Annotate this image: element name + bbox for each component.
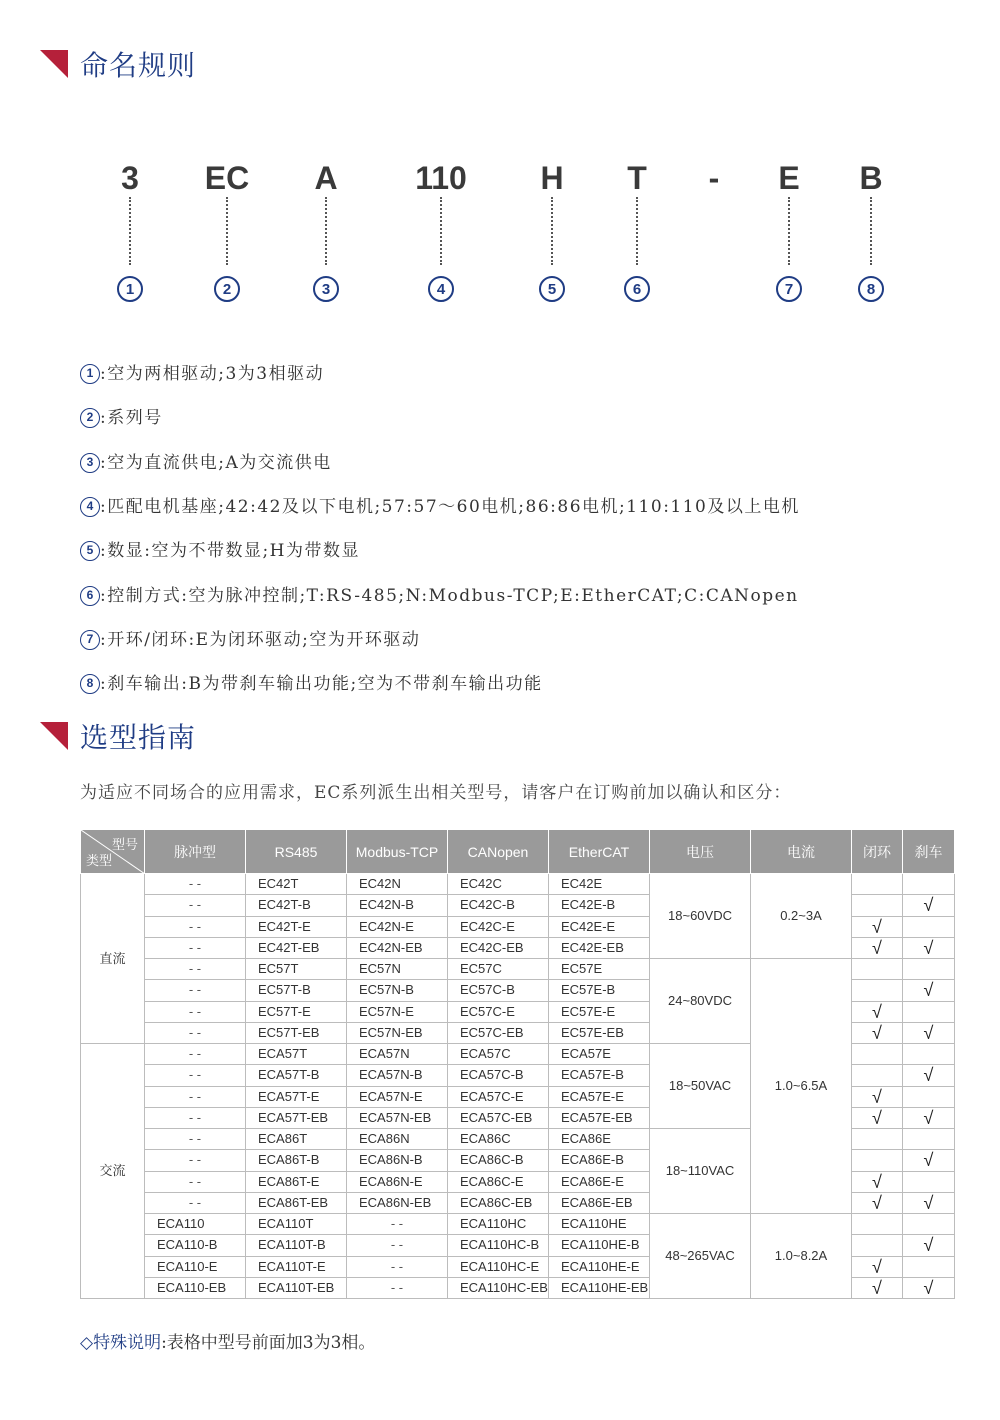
rule-number: 8 xyxy=(80,674,100,694)
cell-rs485: ECA57T-EB xyxy=(246,1107,347,1128)
cell-pulse: - - xyxy=(145,1129,246,1150)
cell-canopen: EC57C-E xyxy=(448,1001,549,1022)
cell-modbus: EC42N-E xyxy=(347,916,448,937)
rule-text: :空为两相驱动;3为3相驱动 xyxy=(100,364,325,384)
cell-modbus: EC42N xyxy=(347,874,448,895)
cell-ethercat: EC57E xyxy=(549,959,650,980)
table-row xyxy=(81,874,955,895)
cell-rs485: ECA110T xyxy=(246,1214,347,1235)
cell-ethercat: EC42E-EB xyxy=(549,937,650,958)
selection-table xyxy=(80,829,955,1299)
cell-modbus: EC57N-EB xyxy=(347,1022,448,1043)
cell-ethercat: EC42E-B xyxy=(549,895,650,916)
rule-text: :匹配电机基座;42:42及以下电机;57:57～60电机;86:86电机;110:110及以上电机 xyxy=(100,497,800,517)
check-closed-loop-icon: √ xyxy=(852,1277,903,1298)
rule-number: 7 xyxy=(80,630,100,650)
cell-modbus: - - xyxy=(347,1277,448,1298)
rule-text: :刹车输出:B为带刹车输出功能;空为不带刹车输出功能 xyxy=(100,674,543,694)
cell-ethercat: ECA57E-B xyxy=(549,1065,650,1086)
cell-current: 1.0~8.2A xyxy=(751,1214,852,1299)
cell-modbus: - - xyxy=(347,1256,448,1277)
cell-voltage: 18~50VAC xyxy=(650,1044,751,1129)
cell-canopen: ECA86C-B xyxy=(448,1150,549,1171)
cell-pulse: - - xyxy=(145,1107,246,1128)
type-dc: 直流 xyxy=(81,874,145,1044)
code-part-1: 3 xyxy=(121,160,139,196)
cell-pulse: - - xyxy=(145,1086,246,1107)
cell-ethercat: EC57E-B xyxy=(549,980,650,1001)
cell-canopen: EC42C-B xyxy=(448,895,549,916)
code-part-6: T xyxy=(627,160,647,196)
cell-brake xyxy=(903,874,955,895)
cell-modbus: - - xyxy=(347,1235,448,1256)
type-ac: 交流 xyxy=(81,1044,145,1299)
col-pulse: 脉冲型 xyxy=(145,830,246,874)
col-closed-loop: 闭环 xyxy=(852,830,903,874)
cell-brake xyxy=(903,1044,955,1065)
marker-3: 3 xyxy=(313,276,339,302)
marker-1: 1 xyxy=(117,276,143,302)
rule-number: 3 xyxy=(80,453,100,473)
code-part-3: A xyxy=(314,160,338,196)
check-brake-icon: √ xyxy=(903,937,955,958)
cell-rs485: ECA86T-B xyxy=(246,1150,347,1171)
dotted-connector xyxy=(636,197,638,265)
cell-ethercat: ECA86E-B xyxy=(549,1150,650,1171)
rule-number: 4 xyxy=(80,497,100,517)
col-brake: 刹车 xyxy=(903,830,955,874)
cell-pulse: - - xyxy=(145,874,246,895)
rule-text: :空为直流供电;A为交流供电 xyxy=(100,453,332,473)
cell-brake xyxy=(903,1256,955,1277)
cell-pulse: - - xyxy=(145,1044,246,1065)
corner-header xyxy=(81,830,145,874)
cell-ethercat: EC57E-EB xyxy=(549,1022,650,1043)
cell-voltage: 24~80VDC xyxy=(650,959,751,1044)
note-label: ◇特殊说明 xyxy=(80,1333,162,1353)
cell-pulse: - - xyxy=(145,1192,246,1213)
rule-8 xyxy=(80,669,543,694)
code-part-8: B xyxy=(859,160,883,196)
check-brake-icon: √ xyxy=(903,1235,955,1256)
check-closed-loop-icon: √ xyxy=(852,1086,903,1107)
check-brake-icon: √ xyxy=(903,1065,955,1086)
cell-closed-loop xyxy=(852,980,903,1001)
cell-modbus: ECA57N-E xyxy=(347,1086,448,1107)
cell-canopen: ECA57C-EB xyxy=(448,1107,549,1128)
cell-pulse: - - xyxy=(145,1171,246,1192)
cell-rs485: EC57T xyxy=(246,959,347,980)
cell-modbus: ECA86N xyxy=(347,1129,448,1150)
cell-ethercat: ECA57E-E xyxy=(549,1086,650,1107)
cell-modbus: EC42N-B xyxy=(347,895,448,916)
cell-rs485: ECA57T-B xyxy=(246,1065,347,1086)
special-note xyxy=(80,1328,375,1353)
col-rs485: RS485 xyxy=(246,830,347,874)
check-brake-icon: √ xyxy=(903,895,955,916)
cell-canopen: EC57C-B xyxy=(448,980,549,1001)
code-part-4: 110 xyxy=(415,160,467,196)
cell-pulse: - - xyxy=(145,916,246,937)
code-part-dash: - xyxy=(708,160,720,196)
cell-brake xyxy=(903,1086,955,1107)
cell-rs485: ECA110T-EB xyxy=(246,1277,347,1298)
cell-voltage: 18~110VAC xyxy=(650,1129,751,1214)
dotted-connector xyxy=(440,197,442,265)
check-closed-loop-icon: √ xyxy=(852,1022,903,1043)
dotted-connector xyxy=(870,197,872,265)
col-canopen: CANopen xyxy=(448,830,549,874)
rule-5 xyxy=(80,536,360,561)
triangle-mark-icon xyxy=(40,50,68,78)
section-selection-header xyxy=(40,716,196,756)
col-voltage: 电压 xyxy=(650,830,751,874)
check-brake-icon: √ xyxy=(903,1150,955,1171)
cell-rs485: ECA57T-E xyxy=(246,1086,347,1107)
corner-bottom-label: 类型 xyxy=(86,853,113,868)
cell-ethercat: ECA110HE-E xyxy=(549,1256,650,1277)
cell-pulse: ECA110-E xyxy=(145,1256,246,1277)
cell-canopen: ECA86C-EB xyxy=(448,1192,549,1213)
cell-pulse: ECA110-EB xyxy=(145,1277,246,1298)
cell-ethercat: ECA57E xyxy=(549,1044,650,1065)
cell-pulse: - - xyxy=(145,937,246,958)
cell-modbus: EC57N-E xyxy=(347,1001,448,1022)
cell-pulse: - - xyxy=(145,980,246,1001)
cell-canopen: ECA110HC-E xyxy=(448,1256,549,1277)
dotted-connector xyxy=(551,197,553,265)
check-closed-loop-icon: √ xyxy=(852,1192,903,1213)
intro-text: 为适应不同场合的应用需求，EC系列派生出相关型号，请客户在订购前加以确认和区分： xyxy=(80,783,792,803)
marker-2: 2 xyxy=(214,276,240,302)
section-naming-header xyxy=(40,44,196,84)
cell-modbus: EC42N-EB xyxy=(347,937,448,958)
table-row xyxy=(81,959,955,980)
corner-top-label: 型号 xyxy=(111,837,138,852)
cell-canopen: ECA57C-E xyxy=(448,1086,549,1107)
cell-modbus: ECA57N-B xyxy=(347,1065,448,1086)
check-closed-loop-icon: √ xyxy=(852,937,903,958)
cell-rs485: EC42T xyxy=(246,874,347,895)
cell-rs485: ECA110T-E xyxy=(246,1256,347,1277)
cell-ethercat: ECA110HE xyxy=(549,1214,650,1235)
cell-modbus: EC57N-B xyxy=(347,980,448,1001)
dotted-connector xyxy=(129,197,131,265)
cell-closed-loop xyxy=(852,1214,903,1235)
rule-1 xyxy=(80,359,324,384)
cell-rs485: ECA86T-EB xyxy=(246,1192,347,1213)
rule-3 xyxy=(80,448,332,473)
cell-rs485: ECA86T-E xyxy=(246,1171,347,1192)
cell-rs485: EC42T-B xyxy=(246,895,347,916)
cell-pulse: ECA110-B xyxy=(145,1235,246,1256)
rule-4 xyxy=(80,492,800,517)
cell-rs485: EC57T-EB xyxy=(246,1022,347,1043)
check-brake-icon: √ xyxy=(903,1107,955,1128)
cell-canopen: ECA86C xyxy=(448,1129,549,1150)
cell-modbus: ECA86N-E xyxy=(347,1171,448,1192)
check-brake-icon: √ xyxy=(903,1022,955,1043)
table-row xyxy=(81,1214,955,1235)
check-closed-loop-icon: √ xyxy=(852,1001,903,1022)
cell-brake xyxy=(903,1129,955,1150)
cell-closed-loop xyxy=(852,1065,903,1086)
rule-2 xyxy=(80,403,163,428)
rule-number: 2 xyxy=(80,408,100,428)
cell-ethercat: ECA86E-E xyxy=(549,1171,650,1192)
cell-rs485: EC42T-EB xyxy=(246,937,347,958)
dotted-connector xyxy=(226,197,228,265)
cell-modbus: ECA57N xyxy=(347,1044,448,1065)
cell-brake xyxy=(903,1001,955,1022)
cell-ethercat: EC42E xyxy=(549,874,650,895)
col-modbus: Modbus-TCP xyxy=(347,830,448,874)
dotted-connector xyxy=(788,197,790,265)
cell-current: 1.0~6.5A xyxy=(751,959,852,1214)
cell-ethercat: EC57E-E xyxy=(549,1001,650,1022)
cell-canopen: ECA110HC-B xyxy=(448,1235,549,1256)
cell-voltage: 48~265VAC xyxy=(650,1214,751,1299)
cell-rs485: EC42T-E xyxy=(246,916,347,937)
cell-closed-loop xyxy=(852,874,903,895)
cell-current: 0.2~3A xyxy=(751,874,852,959)
cell-brake xyxy=(903,1171,955,1192)
cell-brake xyxy=(903,959,955,980)
cell-modbus: EC57N xyxy=(347,959,448,980)
cell-ethercat: ECA86E xyxy=(549,1129,650,1150)
cell-closed-loop xyxy=(852,1129,903,1150)
col-current: 电流 xyxy=(751,830,852,874)
rule-6 xyxy=(80,581,799,606)
cell-rs485: EC57T-E xyxy=(246,1001,347,1022)
cell-closed-loop xyxy=(852,895,903,916)
cell-closed-loop xyxy=(852,1235,903,1256)
cell-canopen: ECA57C-B xyxy=(448,1065,549,1086)
marker-4: 4 xyxy=(428,276,454,302)
cell-closed-loop xyxy=(852,1150,903,1171)
check-closed-loop-icon: √ xyxy=(852,1107,903,1128)
cell-modbus: - - xyxy=(347,1214,448,1235)
rule-7 xyxy=(80,625,420,650)
cell-pulse: - - xyxy=(145,1150,246,1171)
cell-ethercat: ECA57E-EB xyxy=(549,1107,650,1128)
cell-rs485: ECA57T xyxy=(246,1044,347,1065)
code-part-2: EC xyxy=(204,160,250,196)
cell-rs485: ECA110T-B xyxy=(246,1235,347,1256)
rule-text: :系列号 xyxy=(100,408,163,428)
cell-ethercat: ECA86E-EB xyxy=(549,1192,650,1213)
cell-modbus: ECA86N-B xyxy=(347,1150,448,1171)
cell-brake xyxy=(903,1214,955,1235)
cell-canopen: EC57C xyxy=(448,959,549,980)
cell-canopen: ECA57C xyxy=(448,1044,549,1065)
cell-modbus: ECA57N-EB xyxy=(347,1107,448,1128)
marker-5: 5 xyxy=(539,276,565,302)
cell-canopen: ECA110HC-EB xyxy=(448,1277,549,1298)
note-text: :表格中型号前面加3为3相。 xyxy=(161,1333,376,1353)
table-header-row xyxy=(81,830,955,874)
cell-canopen: EC42C-E xyxy=(448,916,549,937)
rule-number: 6 xyxy=(80,586,100,606)
cell-pulse: - - xyxy=(145,1065,246,1086)
cell-canopen: ECA86C-E xyxy=(448,1171,549,1192)
cell-pulse: - - xyxy=(145,959,246,980)
cell-modbus: ECA86N-EB xyxy=(347,1192,448,1213)
cell-closed-loop xyxy=(852,959,903,980)
cell-brake xyxy=(903,916,955,937)
triangle-mark-icon xyxy=(40,722,68,750)
check-brake-icon: √ xyxy=(903,1277,955,1298)
check-brake-icon: √ xyxy=(903,980,955,1001)
marker-6: 6 xyxy=(624,276,650,302)
cell-pulse: - - xyxy=(145,1022,246,1043)
cell-rs485: EC57T-B xyxy=(246,980,347,1001)
code-part-5: H xyxy=(540,160,564,196)
cell-rs485: ECA86T xyxy=(246,1129,347,1150)
rule-number: 1 xyxy=(80,364,100,384)
cell-pulse: - - xyxy=(145,895,246,916)
dotted-connector xyxy=(325,197,327,265)
cell-pulse: ECA110 xyxy=(145,1214,246,1235)
rule-number: 5 xyxy=(80,541,100,561)
cell-closed-loop xyxy=(852,1044,903,1065)
check-closed-loop-icon: √ xyxy=(852,1256,903,1277)
cell-canopen: EC42C-EB xyxy=(448,937,549,958)
cell-ethercat: EC42E-E xyxy=(549,916,650,937)
col-ethercat: EtherCAT xyxy=(549,830,650,874)
cell-ethercat: ECA110HE-EB xyxy=(549,1277,650,1298)
code-part-7: E xyxy=(778,160,800,196)
marker-8: 8 xyxy=(858,276,884,302)
marker-7: 7 xyxy=(776,276,802,302)
cell-voltage: 18~60VDC xyxy=(650,874,751,959)
section-naming-title: 命名规则 xyxy=(80,49,197,82)
rule-text: :开环/闭环:E为闭环驱动;空为开环驱动 xyxy=(100,630,421,650)
rule-text: :控制方式:空为脉冲控制;T:RS-485;N:Modbus-TCP;E:EtherCAT;C:CANopen xyxy=(100,586,799,606)
check-closed-loop-icon: √ xyxy=(852,1171,903,1192)
cell-canopen: EC42C xyxy=(448,874,549,895)
cell-canopen: EC57C-EB xyxy=(448,1022,549,1043)
cell-pulse: - - xyxy=(145,1001,246,1022)
check-brake-icon: √ xyxy=(903,1192,955,1213)
cell-ethercat: ECA110HE-B xyxy=(549,1235,650,1256)
section-selection-title: 选型指南 xyxy=(80,721,197,754)
rule-text: :数显:空为不带数显;H为带数显 xyxy=(100,541,361,561)
check-closed-loop-icon: √ xyxy=(852,916,903,937)
cell-canopen: ECA110HC xyxy=(448,1214,549,1235)
